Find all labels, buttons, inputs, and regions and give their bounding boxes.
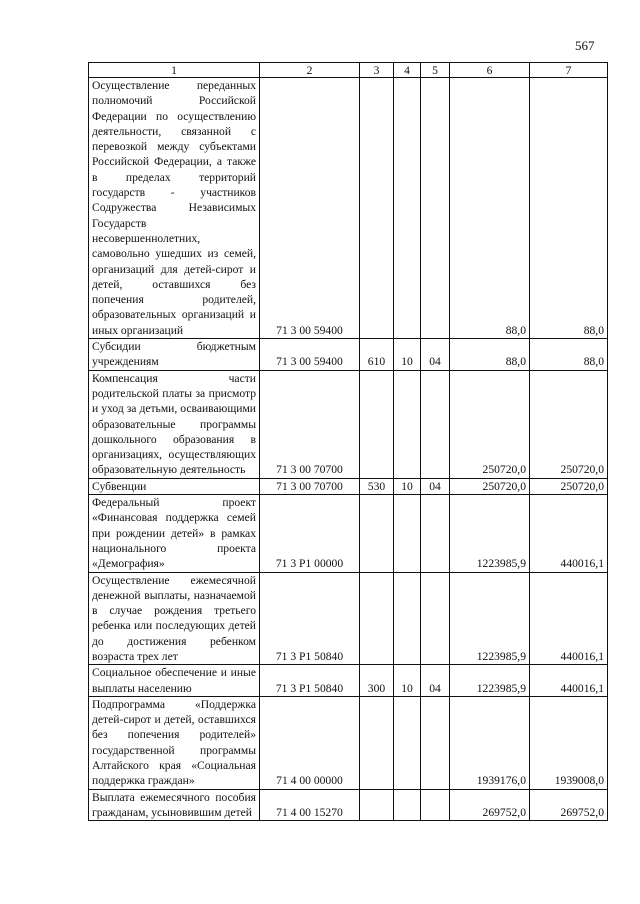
- row-code: 71 3 P1 50840: [260, 572, 360, 665]
- row-code: 71 3 P1 00000: [260, 495, 360, 572]
- row-col6: 1223985,9: [450, 572, 530, 665]
- row-code: 71 4 00 00000: [260, 696, 360, 789]
- table-row: [89, 370, 608, 478]
- row-col4: [394, 495, 421, 572]
- row-name: Осуществление ежемесячной денежной выплаты, назначаемой в случае рождения третьего ребенка или последующих детей до достижения ребенком возраста трех лет: [89, 572, 260, 665]
- row-col4: 10: [394, 339, 421, 371]
- row-col4: [394, 78, 421, 339]
- row-col6: 1223985,9: [450, 665, 530, 697]
- row-col5: 04: [421, 339, 450, 371]
- row-col5: [421, 495, 450, 572]
- row-col3: 530: [360, 478, 394, 494]
- row-col7: 250720,0: [530, 478, 608, 494]
- row-name: Осуществление переданных полномочий Российской Федерации по осуществлению деятельности, связанной с перевозкой между субъектами Российской Федерации, а также в пределах территорий государств - участников Содружества Независимых Государств несовершеннолетних, самовольно ушедших из семей, организаций для детей-сирот и детей, оставшихся без попечения родителей, образовательных организаций и иных организаций: [89, 78, 260, 339]
- row-col7: 88,0: [530, 339, 608, 371]
- row-col3: [360, 495, 394, 572]
- row-col5: 04: [421, 665, 450, 697]
- row-col4: [394, 370, 421, 478]
- header-cell-3: 3: [360, 63, 394, 78]
- budget-table: [88, 62, 608, 821]
- row-col3: [360, 78, 394, 339]
- row-col3: [360, 696, 394, 789]
- row-col7: 250720,0: [530, 370, 608, 478]
- row-col7: 440016,1: [530, 665, 608, 697]
- table-row: [89, 339, 608, 371]
- row-col5: 04: [421, 478, 450, 494]
- row-col3: 610: [360, 339, 394, 371]
- row-col7: 1939008,0: [530, 696, 608, 789]
- row-col4: 10: [394, 665, 421, 697]
- row-name: Выплата ежемесячного пособия гражданам, усыновившим детей: [89, 789, 260, 821]
- table-row: [89, 789, 608, 821]
- row-col6: 1223985,9: [450, 495, 530, 572]
- row-col4: 10: [394, 478, 421, 494]
- table-row: [89, 696, 608, 789]
- page-number: 567: [575, 38, 595, 53]
- row-code: 71 4 00 15270: [260, 789, 360, 821]
- table-row: [89, 495, 608, 572]
- row-col5: [421, 789, 450, 821]
- row-col6: 269752,0: [450, 789, 530, 821]
- row-col5: [421, 370, 450, 478]
- row-col5: [421, 78, 450, 339]
- header-cell-4: 4: [394, 63, 421, 78]
- row-col3: 300: [360, 665, 394, 697]
- row-col7: 440016,1: [530, 572, 608, 665]
- row-name: Субсидии бюджетным учреждениям: [89, 339, 260, 371]
- row-col3: [360, 789, 394, 821]
- header-row: [89, 63, 608, 78]
- header-cell-6: 6: [450, 63, 530, 78]
- row-name: Субвенции: [89, 478, 260, 494]
- row-col6: 1939176,0: [450, 696, 530, 789]
- row-name: Подпрограмма «Поддержка детей-сирот и детей, оставшихся без попечения родителей» государственной программы Алтайского края «Социальная поддержка граждан»: [89, 696, 260, 789]
- row-col3: [360, 572, 394, 665]
- header-cell-2: 2: [260, 63, 360, 78]
- row-col5: [421, 696, 450, 789]
- header-cell-1: 1: [89, 63, 260, 78]
- row-col7: 88,0: [530, 78, 608, 339]
- row-col7: 269752,0: [530, 789, 608, 821]
- header-cell-5: 5: [421, 63, 450, 78]
- table-row: [89, 665, 608, 697]
- row-col6: 88,0: [450, 78, 530, 339]
- row-code: 71 3 00 59400: [260, 78, 360, 339]
- row-col4: [394, 696, 421, 789]
- header-cell-7: 7: [530, 63, 608, 78]
- row-col7: 440016,1: [530, 495, 608, 572]
- row-col6: 250720,0: [450, 370, 530, 478]
- table-row: [89, 78, 608, 339]
- row-code: 71 3 00 59400: [260, 339, 360, 371]
- row-col4: [394, 572, 421, 665]
- table-row: [89, 572, 608, 665]
- row-col5: [421, 572, 450, 665]
- row-name: Социальное обеспечение и иные выплаты населению: [89, 665, 260, 697]
- row-code: 71 3 00 70700: [260, 478, 360, 494]
- row-code: 71 3 P1 50840: [260, 665, 360, 697]
- row-col6: 250720,0: [450, 478, 530, 494]
- table-row: [89, 478, 608, 494]
- row-code: 71 3 00 70700: [260, 370, 360, 478]
- row-col4: [394, 789, 421, 821]
- row-col6: 88,0: [450, 339, 530, 371]
- row-name: Компенсация части родительской платы за присмотр и уход за детьми, осваивающими образовательные программы дошкольного образования в организациях, осуществляющих образовательную деятельность: [89, 370, 260, 478]
- row-col3: [360, 370, 394, 478]
- row-name: Федеральный проект «Финансовая поддержка семей при рождении детей» в рамках национального проекта «Демография»: [89, 495, 260, 572]
